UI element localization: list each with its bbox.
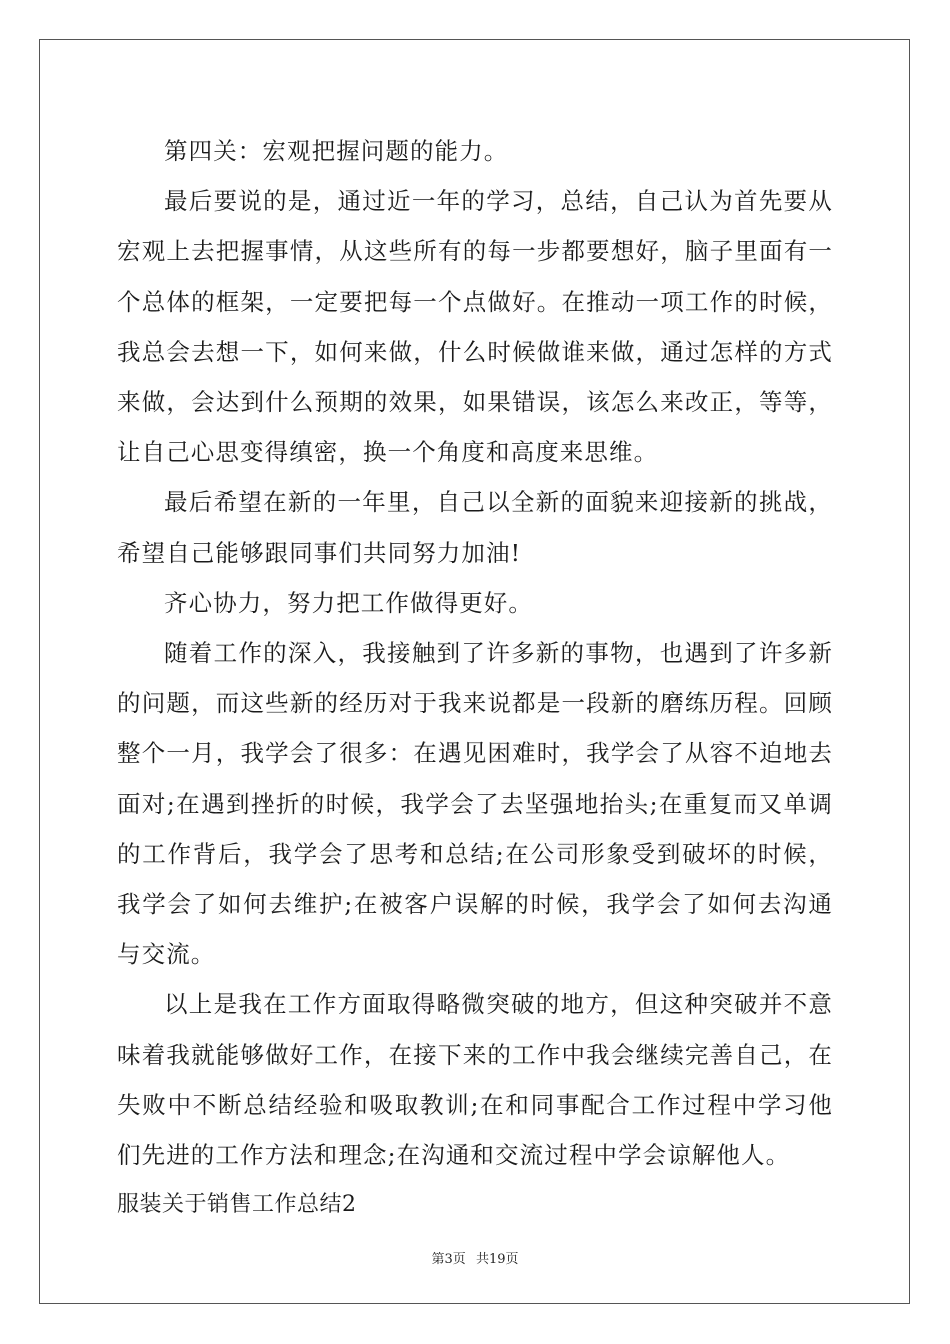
page-footer [0, 1248, 950, 1267]
paragraph: 齐心协力，努力把工作做得更好。 [164, 588, 533, 617]
paragraph: 最后希望在新的一年里，自己以全新的面貌来迎接新的挑战，希望自己能够跟同事们共同努力加油! [117, 488, 833, 567]
paragraph: 最后要说的是，通过近一年的学习，总结，自己认为首先要从宏观上去把握事情，从这些所有的每一步都要想好，脑子里面有一个总体的框架，一定要把每一个点做好。在推动一项工作的时候，我总会去想一下，如何来做，什么时候做谁来做，通过怎样的方式来做，会达到什么预期的效果，如果错误，该怎么来改正，等等，让自己心思变得缜密，换一个角度和高度来思维。 [117, 187, 833, 467]
page-number: 第3页 [431, 1252, 466, 1267]
paragraph: 第四关：宏观把握问题的能力。 [164, 137, 509, 165]
total-pages: 共19页 [475, 1252, 519, 1267]
paragraph: 以上是我在工作方面取得略微突破的地方，但这种突破并不意味着我就能够做好工作，在接下来的工作中我会继续完善自己，在失败中不断总结经验和吸取教训;在和同事配合工作过程中学习他们先进的工作方法和理念;在沟通和交流过程中学会谅解他人。 [117, 990, 833, 1170]
paragraph: 随着工作的深入，我接触到了许多新的事物，也遇到了许多新的问题，而这些新的经历对于我来说都是一段新的磨练历程。回顾整个一月，我学会了很多：在遇见困难时，我学会了从容不迫地去面对;在遇到挫折的时候，我学会了去坚强地抬头;在重复而又单调的工作背后，我学会了思考和总结;在公司形象受到破坏的时候，我学会了如何去维护;在被客户误解的时候，我学会了如何去沟通与交流。 [117, 639, 833, 969]
section-heading: 服装关于销售工作总结2 [117, 1192, 357, 1218]
document-body [117, 126, 833, 1230]
